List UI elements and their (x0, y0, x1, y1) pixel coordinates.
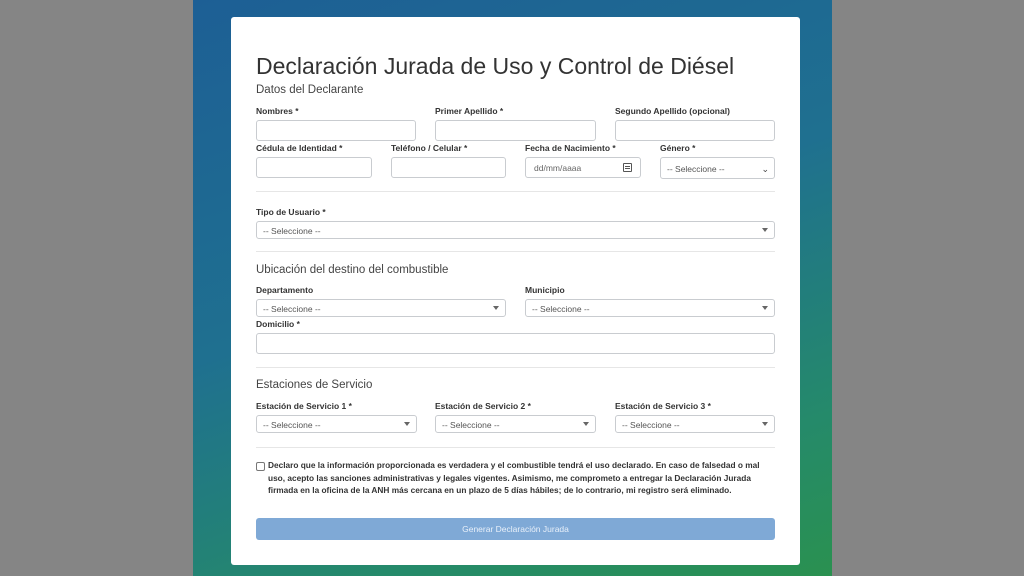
departamento-select[interactable] (256, 299, 506, 317)
primer-apellido-input[interactable] (435, 120, 596, 141)
section-title-declarant: Datos del Declarante (256, 84, 364, 96)
municipio-select[interactable] (525, 299, 775, 317)
telefono-label: Teléfono / Celular * (391, 143, 468, 153)
segundo-apellido-input[interactable] (615, 120, 775, 141)
departamento-label: Departamento (256, 285, 314, 295)
cedula-label: Cédula de Identidad * (256, 143, 343, 153)
section-title-stations: Estaciones de Servicio (256, 379, 373, 391)
cedula-input[interactable] (256, 157, 372, 178)
page-title: Declaración Jurada de Uso y Control de Diésel (256, 53, 735, 79)
calendar-icon[interactable] (623, 163, 632, 172)
estacion2-selected: -- Seleccione -- (442, 420, 500, 430)
primer-apellido-label: Primer Apellido * (435, 106, 504, 116)
tipo-usuario-select[interactable] (256, 221, 775, 239)
estacion2-label: Estación de Servicio 2 * (435, 401, 531, 411)
form-card (231, 17, 800, 565)
divider (256, 447, 775, 448)
divider (256, 191, 775, 192)
estacion1-select[interactable] (256, 415, 417, 433)
caret-down-icon (404, 422, 410, 426)
estacion2-select[interactable] (435, 415, 596, 433)
fecha-nacimiento-input[interactable] (525, 157, 641, 178)
tipo-usuario-selected: -- Seleccione -- (263, 226, 321, 236)
domicilio-input[interactable] (256, 333, 775, 354)
genero-label: Género * (660, 143, 696, 153)
estacion3-label: Estación de Servicio 3 * (615, 401, 711, 411)
segundo-apellido-label: Segundo Apellido (opcional) (615, 106, 730, 116)
caret-down-icon (583, 422, 589, 426)
consent-checkbox[interactable] (256, 462, 265, 471)
divider (256, 251, 775, 252)
municipio-selected: -- Seleccione -- (532, 304, 590, 314)
genero-select[interactable] (660, 157, 775, 179)
section-title-location: Ubicación del destino del combustible (256, 264, 449, 276)
fecha-label: Fecha de Nacimiento * (525, 143, 616, 153)
estacion3-selected: -- Seleccione -- (622, 420, 680, 430)
caret-down-icon (762, 228, 768, 232)
domicilio-label: Domicilio * (256, 319, 300, 329)
departamento-selected: -- Seleccione -- (263, 304, 321, 314)
municipio-label: Municipio (525, 285, 565, 295)
caret-down-icon (493, 306, 499, 310)
consent-text: Declaro que la información proporcionada es verdadera y el combustible tendrá el uso declarado. En caso de falsedad o mal uso, acepto las sanciones administrativas y legales vigentes. Asimismo, me comprometo a entregar la Declaración Jurada firmada en la oficina de la ANH más cercana en un plazo de 5 días hábiles; de lo contrario, mi registro será eliminado. (268, 460, 760, 495)
estacion1-selected: -- Seleccione -- (263, 420, 321, 430)
caret-down-icon (762, 306, 768, 310)
estacion1-label: Estación de Servicio 1 * (256, 401, 352, 411)
tipo-usuario-label: Tipo de Usuario * (256, 207, 326, 217)
telefono-input[interactable] (391, 157, 506, 178)
estacion3-select[interactable] (615, 415, 775, 433)
fecha-placeholder: dd/mm/aaaa (534, 163, 582, 173)
chevron-down-icon: ⌄ (761, 164, 769, 174)
nombres-label: Nombres * (256, 106, 299, 116)
nombres-input[interactable] (256, 120, 416, 141)
generate-declaration-button[interactable]: Generar Declaración Jurada (256, 518, 775, 540)
divider (256, 367, 775, 368)
genero-selected: -- Seleccione -- (667, 164, 725, 174)
caret-down-icon (762, 422, 768, 426)
